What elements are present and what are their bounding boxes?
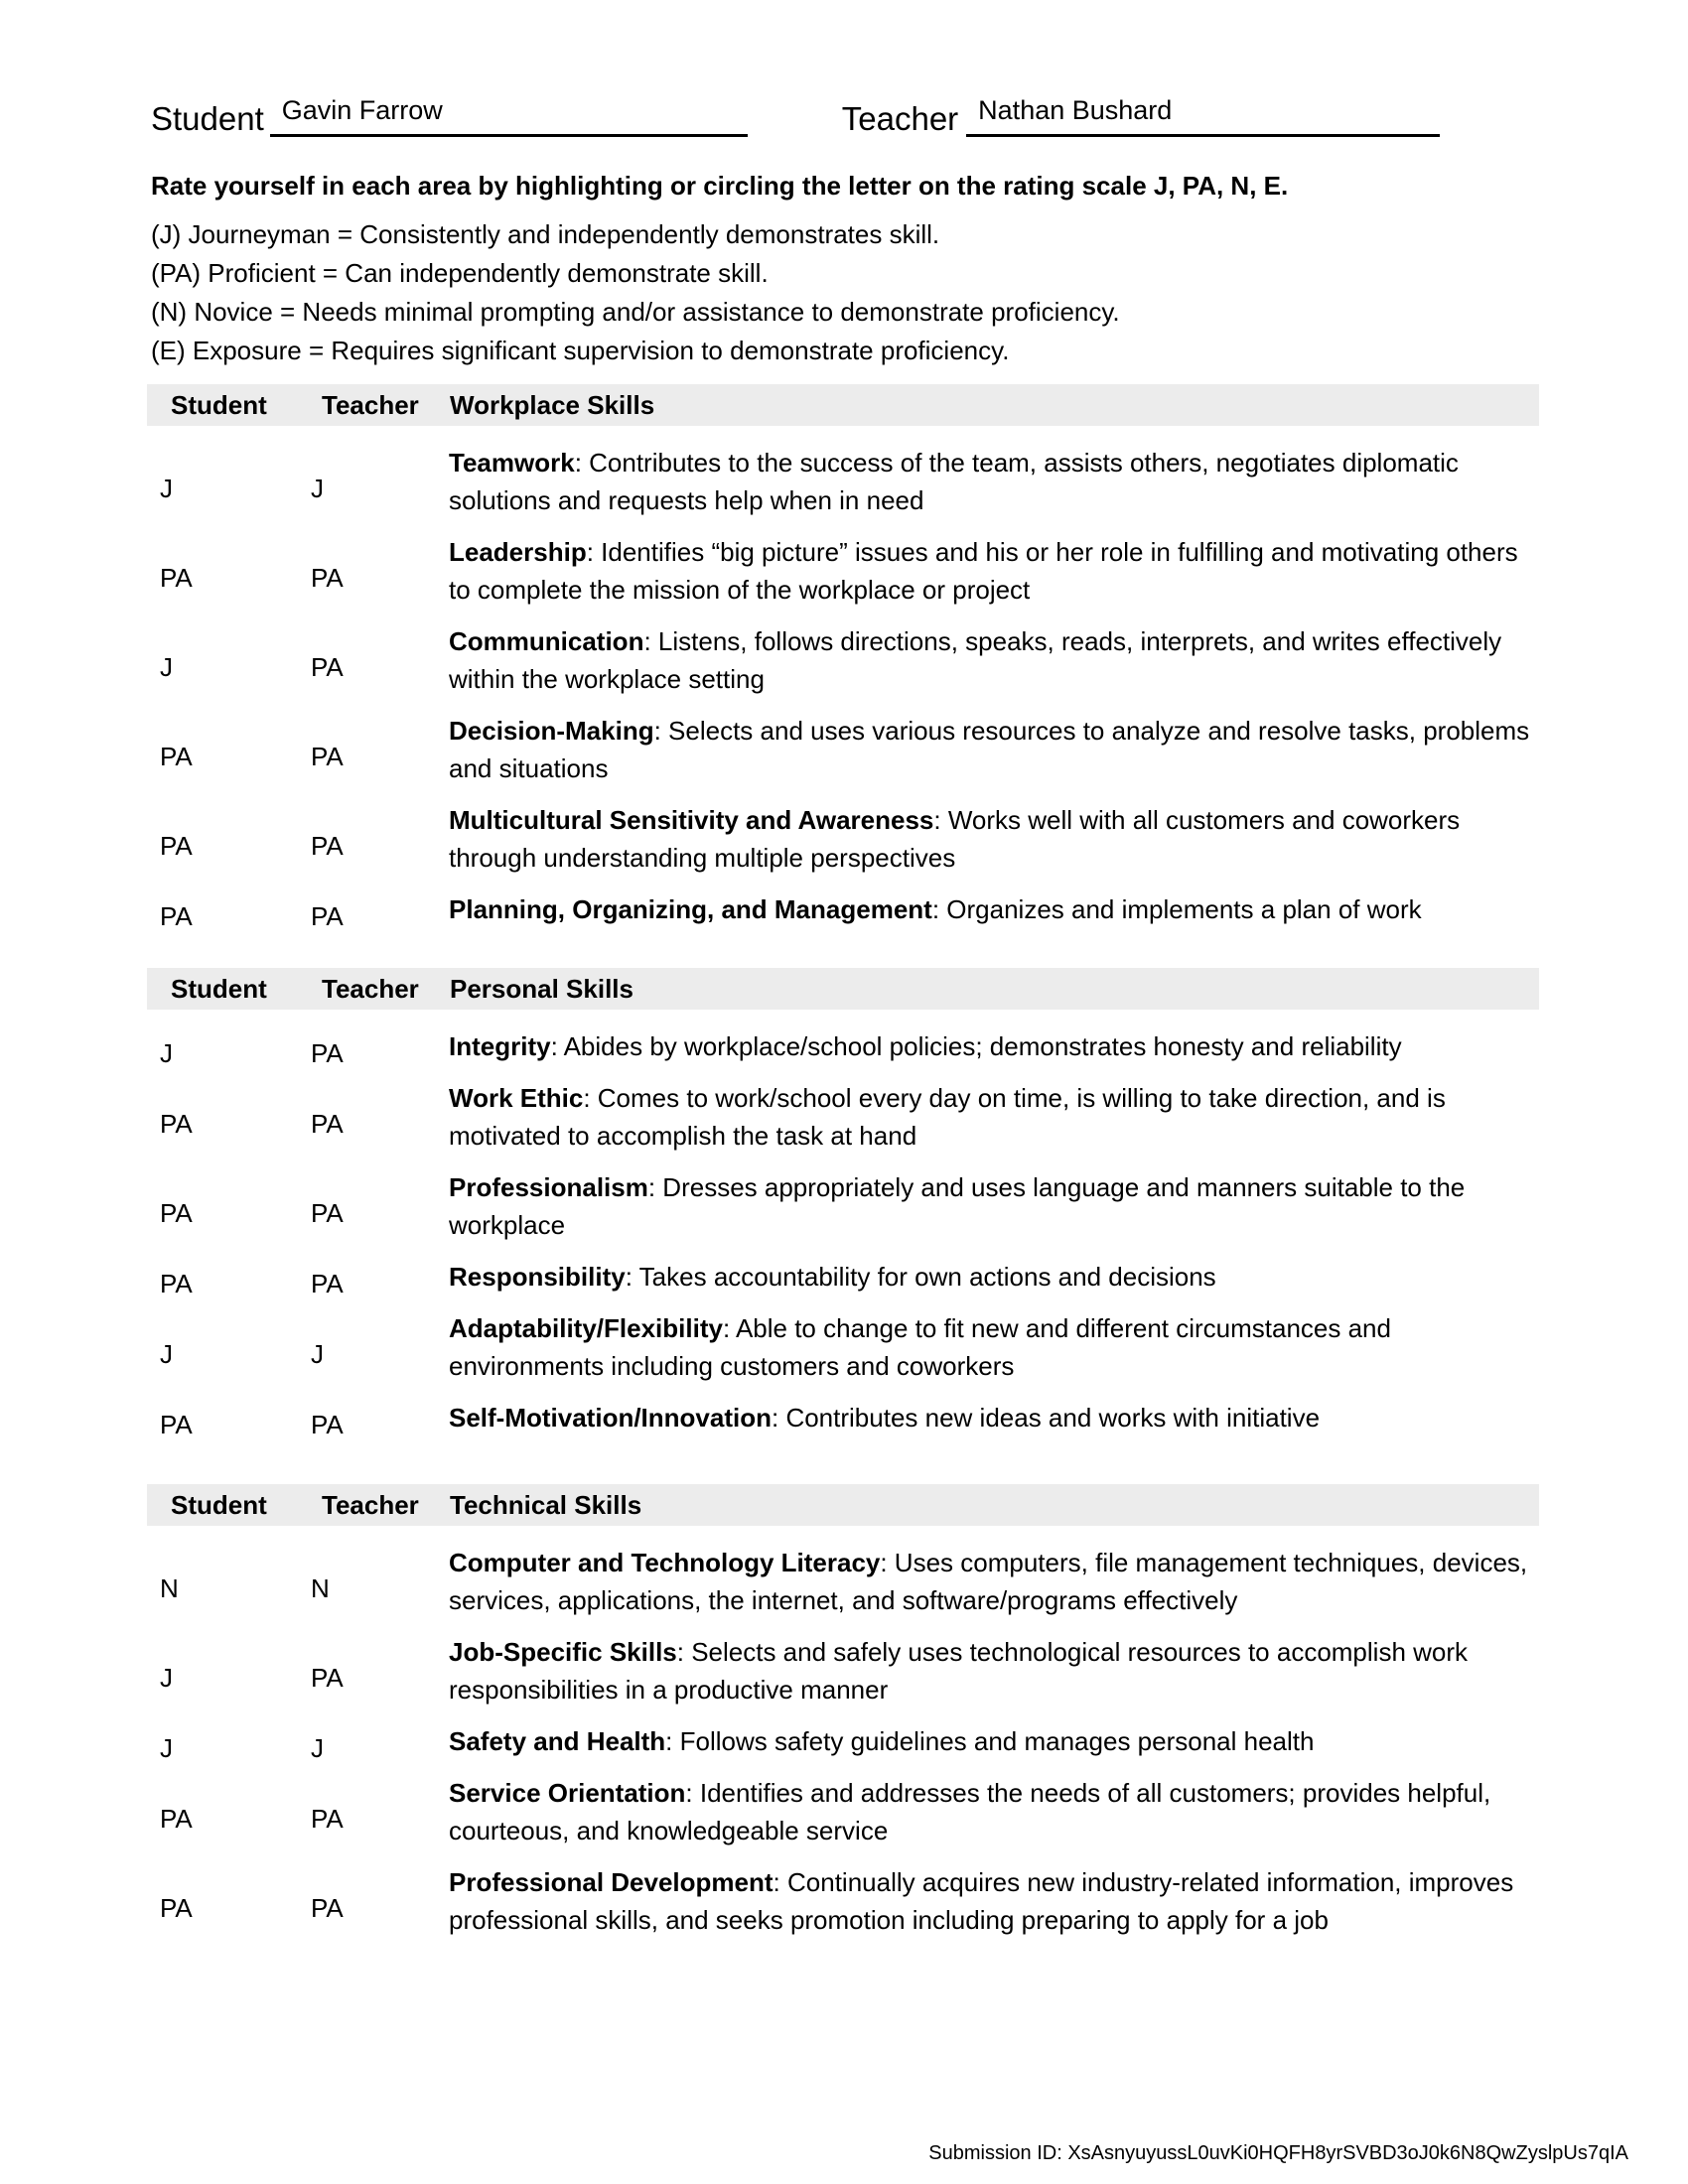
- personal-skills-table: [147, 968, 1539, 1439]
- skill-description: [449, 444, 1539, 519]
- rating-instructions: [151, 167, 1539, 370]
- teacher-rating[interactable]: PA: [311, 1037, 344, 1068]
- student-rating[interactable]: PA: [160, 900, 193, 931]
- skill-description: [449, 622, 1539, 698]
- legend-item-novice: (N) Novice = Needs minimal prompting and/or assistance to demonstrate proficiency.: [151, 297, 1120, 327]
- skill-description-text: : Listens, follows directions, speaks, reads, interprets, and writes effectively within the workplace setting: [449, 626, 1502, 694]
- name-header: [0, 0, 1688, 137]
- table-row: [147, 1258, 1539, 1296]
- student-rating[interactable]: J: [160, 1037, 173, 1068]
- skill-description-text: : Continually acquires new industry-related information, improves professional skills, and seeks promotion including preparing to apply for a job: [449, 1867, 1514, 1935]
- skill-description: [449, 712, 1539, 787]
- skill-name: Safety and Health: [449, 1726, 666, 1756]
- skill-name: Adaptability/Flexibility: [449, 1313, 723, 1343]
- student-rating[interactable]: PA: [160, 1108, 193, 1139]
- table-row: [147, 444, 1539, 519]
- legend-item-journeyman: (J) Journeyman = Consistently and independently demonstrates skill.: [151, 219, 940, 249]
- table-row: [147, 890, 1539, 931]
- teacher-rating[interactable]: J: [311, 1338, 324, 1369]
- student-rating[interactable]: PA: [160, 1803, 193, 1834]
- column-header-student: Student: [171, 973, 267, 1004]
- column-header-student: Student: [171, 1489, 267, 1520]
- rating-legend: [151, 215, 1539, 370]
- table-row: [147, 1544, 1539, 1619]
- student-rating[interactable]: PA: [160, 741, 193, 771]
- skill-name: Computer and Technology Literacy: [449, 1548, 881, 1577]
- student-rating[interactable]: J: [160, 1338, 173, 1369]
- skill-name: Work Ethic: [449, 1083, 584, 1113]
- column-header-teacher: Teacher: [322, 1489, 419, 1520]
- skill-description: [449, 1633, 1539, 1708]
- teacher-rating[interactable]: PA: [311, 1108, 344, 1139]
- table-row: [147, 712, 1539, 787]
- table-row: [147, 801, 1539, 877]
- table-row: [147, 1633, 1539, 1708]
- skill-description-text: : Selects and safely uses technological resources to accomplish work responsibilities in a productive manner: [449, 1637, 1469, 1705]
- skill-description: [449, 1079, 1539, 1155]
- student-rating[interactable]: PA: [160, 830, 193, 861]
- table-row: [147, 1863, 1539, 1939]
- teacher-rating[interactable]: J: [311, 1732, 324, 1763]
- student-rating[interactable]: J: [160, 1732, 173, 1763]
- table-row: [147, 1309, 1539, 1385]
- skill-description-text: : Works well with all customers and coworkers through understanding multiple perspectives: [449, 805, 1461, 873]
- teacher-rating[interactable]: PA: [311, 562, 344, 593]
- skill-description: [449, 1722, 1539, 1760]
- column-header-skills: Technical Skills: [450, 1489, 642, 1520]
- table-row: [147, 1027, 1539, 1068]
- teacher-rating[interactable]: PA: [311, 830, 344, 861]
- skill-description-text: : Follows safety guidelines and manages personal health: [665, 1726, 1315, 1756]
- column-header-teacher: Teacher: [322, 389, 419, 420]
- skill-name: Multicultural Sensitivity and Awareness: [449, 805, 934, 835]
- skill-description-text: : Identifies and addresses the needs of all customers; provides helpful, courteous, and knowledgeable service: [449, 1778, 1491, 1845]
- teacher-name-field[interactable]: Nathan Bushard: [966, 95, 1440, 137]
- student-rating[interactable]: J: [160, 651, 173, 682]
- skill-description-text: : Uses computers, file management techniques, devices, services, applications, the internet, and software/programs effectively: [449, 1548, 1528, 1615]
- table-body: [147, 1544, 1539, 1939]
- skill-description-text: : Comes to work/school every day on time, is willing to take direction, and is motivated to accomplish the task at hand: [449, 1083, 1446, 1151]
- skill-description: [449, 1258, 1539, 1296]
- table-row: [147, 533, 1539, 609]
- table-header-row: [147, 384, 1539, 426]
- table-header-row: [147, 1484, 1539, 1526]
- skill-name: Communication: [449, 626, 644, 656]
- teacher-rating[interactable]: PA: [311, 1268, 344, 1298]
- teacher-rating[interactable]: J: [311, 473, 324, 503]
- skill-description-text: : Takes accountability for own actions and decisions: [625, 1262, 1216, 1292]
- table-body: [147, 444, 1539, 931]
- student-name-field[interactable]: Gavin Farrow: [270, 95, 748, 137]
- skill-description: [449, 1309, 1539, 1385]
- skill-name: Professionalism: [449, 1172, 648, 1202]
- student-rating[interactable]: PA: [160, 1892, 193, 1923]
- table-row: [147, 1168, 1539, 1244]
- submission-id: Submission ID: XsAsnyuyussL0uvKi0HQFH8yrSVBD3oJ0k6N8QwZyslpUs7qIA: [928, 2142, 1628, 2164]
- skill-name: Self-Motivation/Innovation: [449, 1403, 772, 1433]
- instruction-title: Rate yourself in each area by highlighting or circling the letter on the rating scale J, PA, N, E.: [151, 171, 1289, 201]
- table-row: [147, 622, 1539, 698]
- skill-description-text: : Contributes new ideas and works with initiative: [772, 1403, 1321, 1433]
- table-row: [147, 1079, 1539, 1155]
- student-rating[interactable]: N: [160, 1572, 179, 1603]
- teacher-label: Teacher: [841, 99, 959, 137]
- skill-description: [449, 1544, 1539, 1619]
- skill-description-text: : Organizes and implements a plan of work: [931, 894, 1422, 924]
- workplace-skills-table: [147, 384, 1539, 931]
- skill-description-text: : Dresses appropriately and uses language and manners suitable to the workplace: [449, 1172, 1466, 1240]
- skill-description: [449, 1774, 1539, 1849]
- teacher-rating[interactable]: PA: [311, 741, 344, 771]
- column-header-student: Student: [171, 389, 267, 420]
- teacher-rating[interactable]: PA: [311, 1803, 344, 1834]
- student-rating[interactable]: PA: [160, 1197, 193, 1228]
- teacher-rating[interactable]: PA: [311, 1409, 344, 1439]
- teacher-rating[interactable]: N: [311, 1572, 330, 1603]
- student-rating[interactable]: J: [160, 473, 173, 503]
- skill-description: [449, 801, 1539, 877]
- table-body: [147, 1027, 1539, 1439]
- skill-description-text: : Selects and uses various resources to analyze and resolve tasks, problems and situations: [449, 716, 1530, 783]
- table-header-row: [147, 968, 1539, 1010]
- technical-skills-table: [147, 1484, 1539, 1939]
- skill-name: Job-Specific Skills: [449, 1637, 677, 1667]
- teacher-rating[interactable]: PA: [311, 900, 344, 931]
- table-row: [147, 1774, 1539, 1849]
- skill-description: [449, 1399, 1539, 1436]
- column-header-teacher: Teacher: [322, 973, 419, 1004]
- skill-description: [449, 1168, 1539, 1244]
- table-row: [147, 1399, 1539, 1439]
- skill-name: Responsibility: [449, 1262, 626, 1292]
- skill-description: [449, 1027, 1539, 1065]
- skill-description: [449, 533, 1539, 609]
- teacher-rating[interactable]: PA: [311, 1197, 344, 1228]
- skill-name: Teamwork: [449, 448, 575, 478]
- skill-name: Decision-Making: [449, 716, 654, 746]
- skill-description-text: : Abides by workplace/school policies; demonstrates honesty and reliability: [550, 1031, 1402, 1061]
- student-rating[interactable]: PA: [160, 1268, 193, 1298]
- skill-description-text: : Identifies “big picture” issues and his or her role in fulfilling and motivating others to complete the mission of the workplace or project: [449, 537, 1518, 605]
- teacher-rating[interactable]: PA: [311, 1892, 344, 1923]
- legend-item-proficient: (PA) Proficient = Can independently demonstrate skill.: [151, 258, 769, 288]
- teacher-rating[interactable]: PA: [311, 651, 344, 682]
- skill-name: Service Orientation: [449, 1778, 686, 1808]
- skill-description: [449, 1863, 1539, 1939]
- student-rating[interactable]: J: [160, 1662, 173, 1693]
- skill-name: Leadership: [449, 537, 587, 567]
- column-header-skills: Personal Skills: [450, 973, 633, 1004]
- table-row: [147, 1722, 1539, 1763]
- student-rating[interactable]: PA: [160, 562, 193, 593]
- student-rating[interactable]: PA: [160, 1409, 193, 1439]
- student-label: Student: [151, 99, 264, 137]
- skill-name: Planning, Organizing, and Management: [449, 894, 932, 924]
- skill-name: Professional Development: [449, 1867, 774, 1897]
- teacher-rating[interactable]: PA: [311, 1662, 344, 1693]
- legend-item-exposure: (E) Exposure = Requires significant supervision to demonstrate proficiency.: [151, 336, 1010, 365]
- column-header-skills: Workplace Skills: [450, 389, 655, 420]
- skill-description: [449, 890, 1539, 928]
- skill-name: Integrity: [449, 1031, 551, 1061]
- skill-description-text: : Able to change to fit new and different circumstances and environments including customers and coworkers: [449, 1313, 1391, 1381]
- skill-description-text: : Contributes to the success of the team, assists others, negotiates diplomatic solutions and requests help when in need: [449, 448, 1459, 515]
